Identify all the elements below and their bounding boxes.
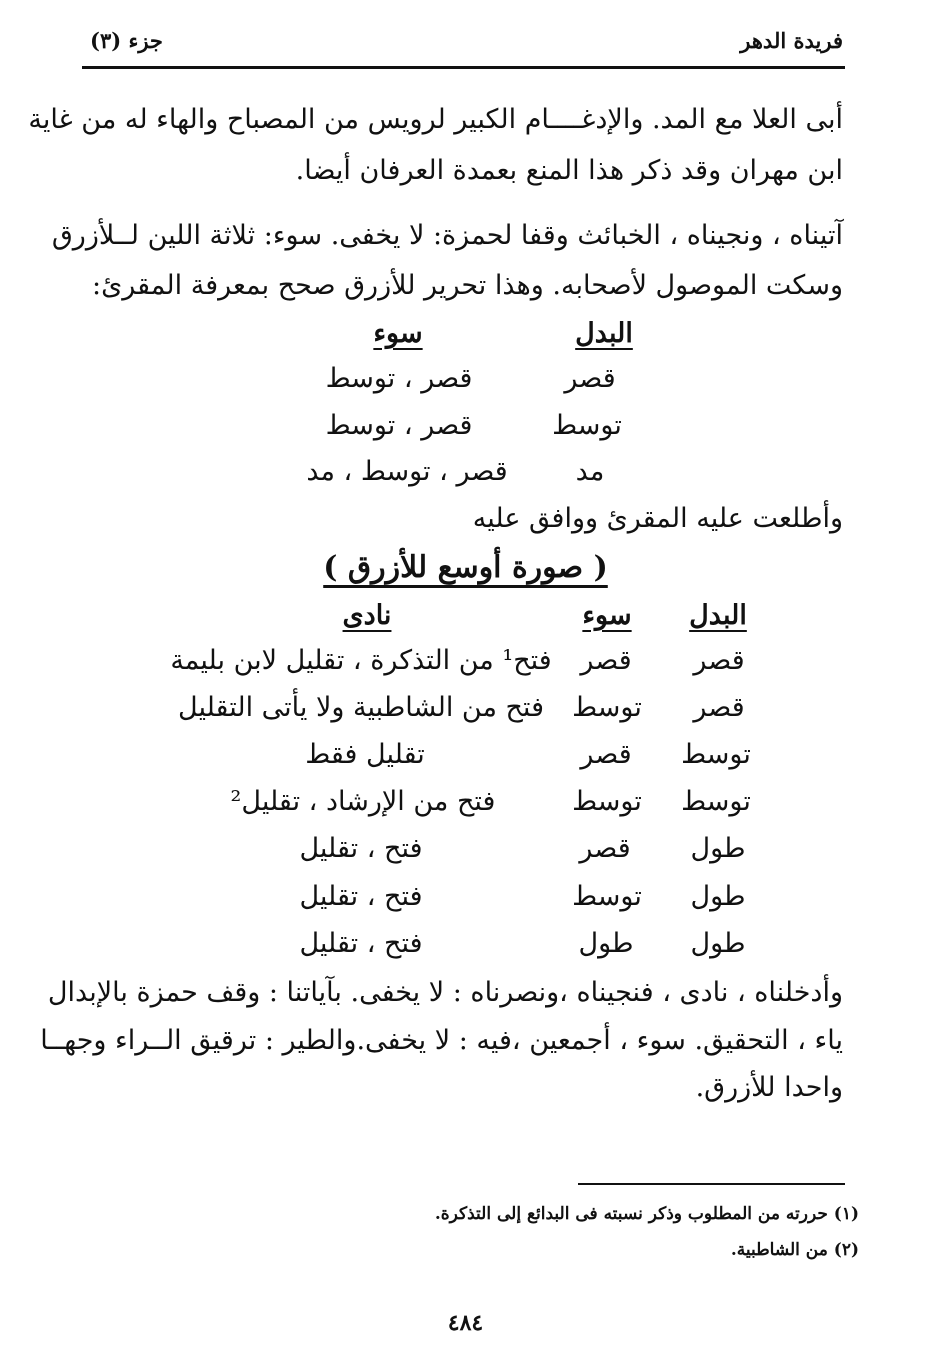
table2-row7-badal: طول bbox=[690, 928, 746, 959]
table1-row2-badal: توسط bbox=[552, 410, 622, 441]
table1-row3-badal: مد bbox=[575, 456, 605, 487]
table1-row1-badal: قصر bbox=[564, 363, 616, 394]
table2-row4-badal: توسط bbox=[681, 786, 751, 817]
table2-row5-nada: فتح ، تقليل bbox=[299, 833, 423, 864]
page-number: ٤٨٤ bbox=[447, 1310, 484, 1336]
footnote-2: (٢) من الشاطبية. bbox=[730, 1240, 859, 1260]
paragraph-3-line-1: وأدخلناه ، نادى ، فنجيناه ،ونصرناه : لا يخفى. بآياتنا : وقف حمزة بالإبدال bbox=[47, 977, 843, 1008]
closing-line: وأطلعت عليه المقرئ ووافق عليه bbox=[472, 503, 843, 534]
table2-row4-sou: توسط bbox=[572, 786, 642, 817]
paragraph-3-line-3: واحدا للأزرق. bbox=[695, 1072, 843, 1103]
table2-row6-badal: طول bbox=[690, 881, 746, 912]
table2-header-badal: البدل bbox=[689, 600, 747, 631]
table2-row1-badal: قصر bbox=[693, 645, 745, 676]
table2-header-sou: سوء bbox=[582, 600, 632, 631]
paragraph-1-line-1: أبى العلا مع المد. والإدغــــام الكبير لرويس من المصباح والهاء له من غاية bbox=[28, 104, 843, 135]
table2-row5-sou: قصر bbox=[579, 833, 631, 864]
paragraph-2-line-1: آتيناه ، ونجيناه ، الخبائث وقفا لحمزة: لا يخفى. سوء: ثلاثة اللين لــلأزرق bbox=[51, 220, 843, 251]
paragraph-1-line-2: ابن مهران وقد ذكر هذا المنع بعمدة العرفان أيضا. bbox=[295, 155, 843, 186]
table1-row3-sou: قصر ، توسط ، مد bbox=[306, 456, 508, 487]
table2-row4-nada: فتح من الإرشاد ، تقليل² bbox=[230, 786, 496, 817]
table2-row5-badal: طول bbox=[690, 833, 746, 864]
paragraph-3-line-2: ياء ، التحقيق. سوء ، أجمعين ،فيه : لا يخفى.والطير : ترقيق الــراء وجهــا bbox=[40, 1025, 843, 1056]
table2-row3-nada: تقليل فقط bbox=[305, 739, 425, 770]
paragraph-2-line-2: وسكت الموصول لأصحابه. وهذا تحرير للأزرق صحح بمعرفة المقرئ: bbox=[92, 270, 843, 301]
table1-header-sou: سوء bbox=[373, 318, 423, 349]
table2-row1-nada: فتح¹ من التذكرة ، تقليل لابن بليمة bbox=[170, 645, 552, 676]
table2-row3-badal: توسط bbox=[681, 739, 751, 770]
table2-row7-nada: فتح ، تقليل bbox=[299, 928, 423, 959]
table2-row2-sou: توسط bbox=[572, 692, 642, 723]
table2-row2-badal: قصر bbox=[693, 692, 745, 723]
footnote-1: (١) حررته من المطلوب وذكر نسبته فى البدائع إلى التذكرة. bbox=[434, 1204, 859, 1224]
table2-row3-sou: قصر bbox=[580, 739, 632, 770]
table2-header-nada: نادى bbox=[342, 600, 392, 631]
table1-row1-sou: قصر ، توسط bbox=[325, 363, 473, 394]
table1-header-badal: البدل bbox=[575, 318, 633, 349]
footnote-rule bbox=[578, 1183, 845, 1185]
header-rule bbox=[82, 66, 845, 69]
running-header bbox=[90, 28, 843, 66]
table2-row6-nada: فتح ، تقليل bbox=[299, 881, 423, 912]
table2-row1-sou: قصر bbox=[580, 645, 632, 676]
part-label: جزء (٣) bbox=[90, 28, 163, 53]
table2-row6-sou: توسط bbox=[572, 881, 642, 912]
section-title: ( صورة أوسع للأزرق ) bbox=[323, 550, 608, 585]
table2-row7-sou: طول bbox=[578, 928, 634, 959]
table1-row2-sou: قصر ، توسط bbox=[325, 410, 473, 441]
table2-row2-nada: فتح من الشاطبية ولا يأتى التقليل bbox=[178, 692, 544, 723]
book-title: فريدة الدهر bbox=[740, 28, 843, 53]
